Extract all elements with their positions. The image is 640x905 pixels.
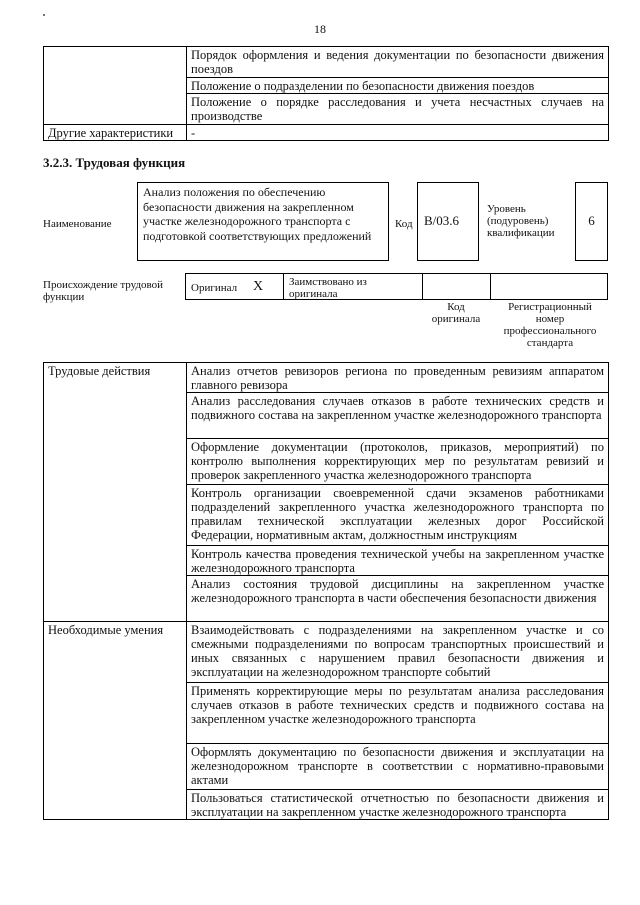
origin-divider	[422, 273, 423, 300]
skill-item: Применять корректирующие меры по результатам анализа расследования случаев отказов в работе технических средств и подвижного состава на закрепленном участке железнодорожного транспорта	[187, 683, 609, 744]
code-label: Код	[395, 218, 413, 230]
top-table-row: Положение о подразделении по безопасности движения поездов	[187, 78, 609, 94]
top-table	[43, 46, 609, 141]
original-mark: X	[253, 279, 264, 294]
borrowed-label: Заимствовано из оригинала	[289, 276, 367, 300]
skill-item: Пользоваться статистической отчетностью по безопасности движения и эксплуатации на закрепленном участке железнодорожного транспорта	[187, 790, 609, 820]
registration-caption: Регистрационный номер профессионального стандарта	[503, 301, 597, 349]
labor-actions-label: Трудовые действия	[44, 363, 187, 622]
top-table-empty-cell	[44, 47, 187, 125]
name-label: Наименование	[43, 218, 112, 230]
labor-action-item: Анализ расследования случаев отказов в работе технических средств и подвижного состава на закрепленном участке железнодорожного транспорта	[187, 393, 609, 439]
other-characteristics-value: -	[187, 125, 609, 141]
skill-item: Оформлять документацию по безопасности движения и эксплуатации на железнодорожном транспорте в соответствии с нормативно-правовыми актами	[187, 744, 609, 790]
name-value: Анализ положения по обеспечению безопасности движения на закрепленном участке железнодорожного транспорта с подготовкой соответствующих предложений	[137, 182, 389, 261]
section-heading: 3.2.3. Трудовая функция	[43, 155, 186, 170]
code-caption: Код оригинала	[431, 301, 481, 325]
original-label: Оригинал	[191, 282, 238, 294]
top-table-row: Порядок оформления и ведения документации по безопасности движения поездов	[187, 47, 609, 78]
origin-divider	[490, 273, 491, 300]
skills-label: Необходимые умения	[44, 622, 187, 820]
scan-dot	[43, 14, 45, 16]
labor-action-item: Анализ отчетов ревизоров региона по проведенным ревизиям аппаратом главного ревизора	[187, 363, 609, 393]
labor-action-item: Оформление документации (протоколов, приказов, мероприятий) по контролю выполнения корректирующих мер по результатам ревизий и проверок закрепленного участка железнодорожного транспорта	[187, 439, 609, 485]
origin-label: Происхождение трудовой функции	[43, 279, 164, 303]
level-label: Уровень (подуровень) квалификации	[487, 203, 555, 239]
page-number: 18	[314, 22, 326, 36]
main-table	[43, 362, 609, 820]
skill-item: Взаимодействовать с подразделениями на закрепленном участке и со смежными подразделениями по вопросам транспортных происшествий и иных связанных с нарушением правил безопасности движения и эксплуатации на железнодорожном транспорте событий	[187, 622, 609, 683]
other-characteristics-label: Другие характеристики	[44, 125, 187, 141]
top-table-row: Положение о порядке расследования и учета несчастных случаев на производстве	[187, 94, 609, 125]
origin-divider	[283, 273, 284, 300]
labor-action-item: Анализ состояния трудовой дисциплины на закрепленном участке железнодорожного транспорта в части обеспечения безопасности движения	[187, 576, 609, 622]
code-value: В/03.6	[417, 182, 479, 261]
labor-action-item: Контроль организации своевременной сдачи экзаменов работниками подразделений закрепленного участка железнодорожного транспорта по правилам технической эксплуатации железных дорог Российской Федерации, нормативным актам, должностным инструкциям	[187, 485, 609, 546]
level-value: 6	[575, 182, 608, 261]
labor-action-item: Контроль качества проведения технической учебы на закрепленном участке железнодорожного транспорта	[187, 546, 609, 576]
